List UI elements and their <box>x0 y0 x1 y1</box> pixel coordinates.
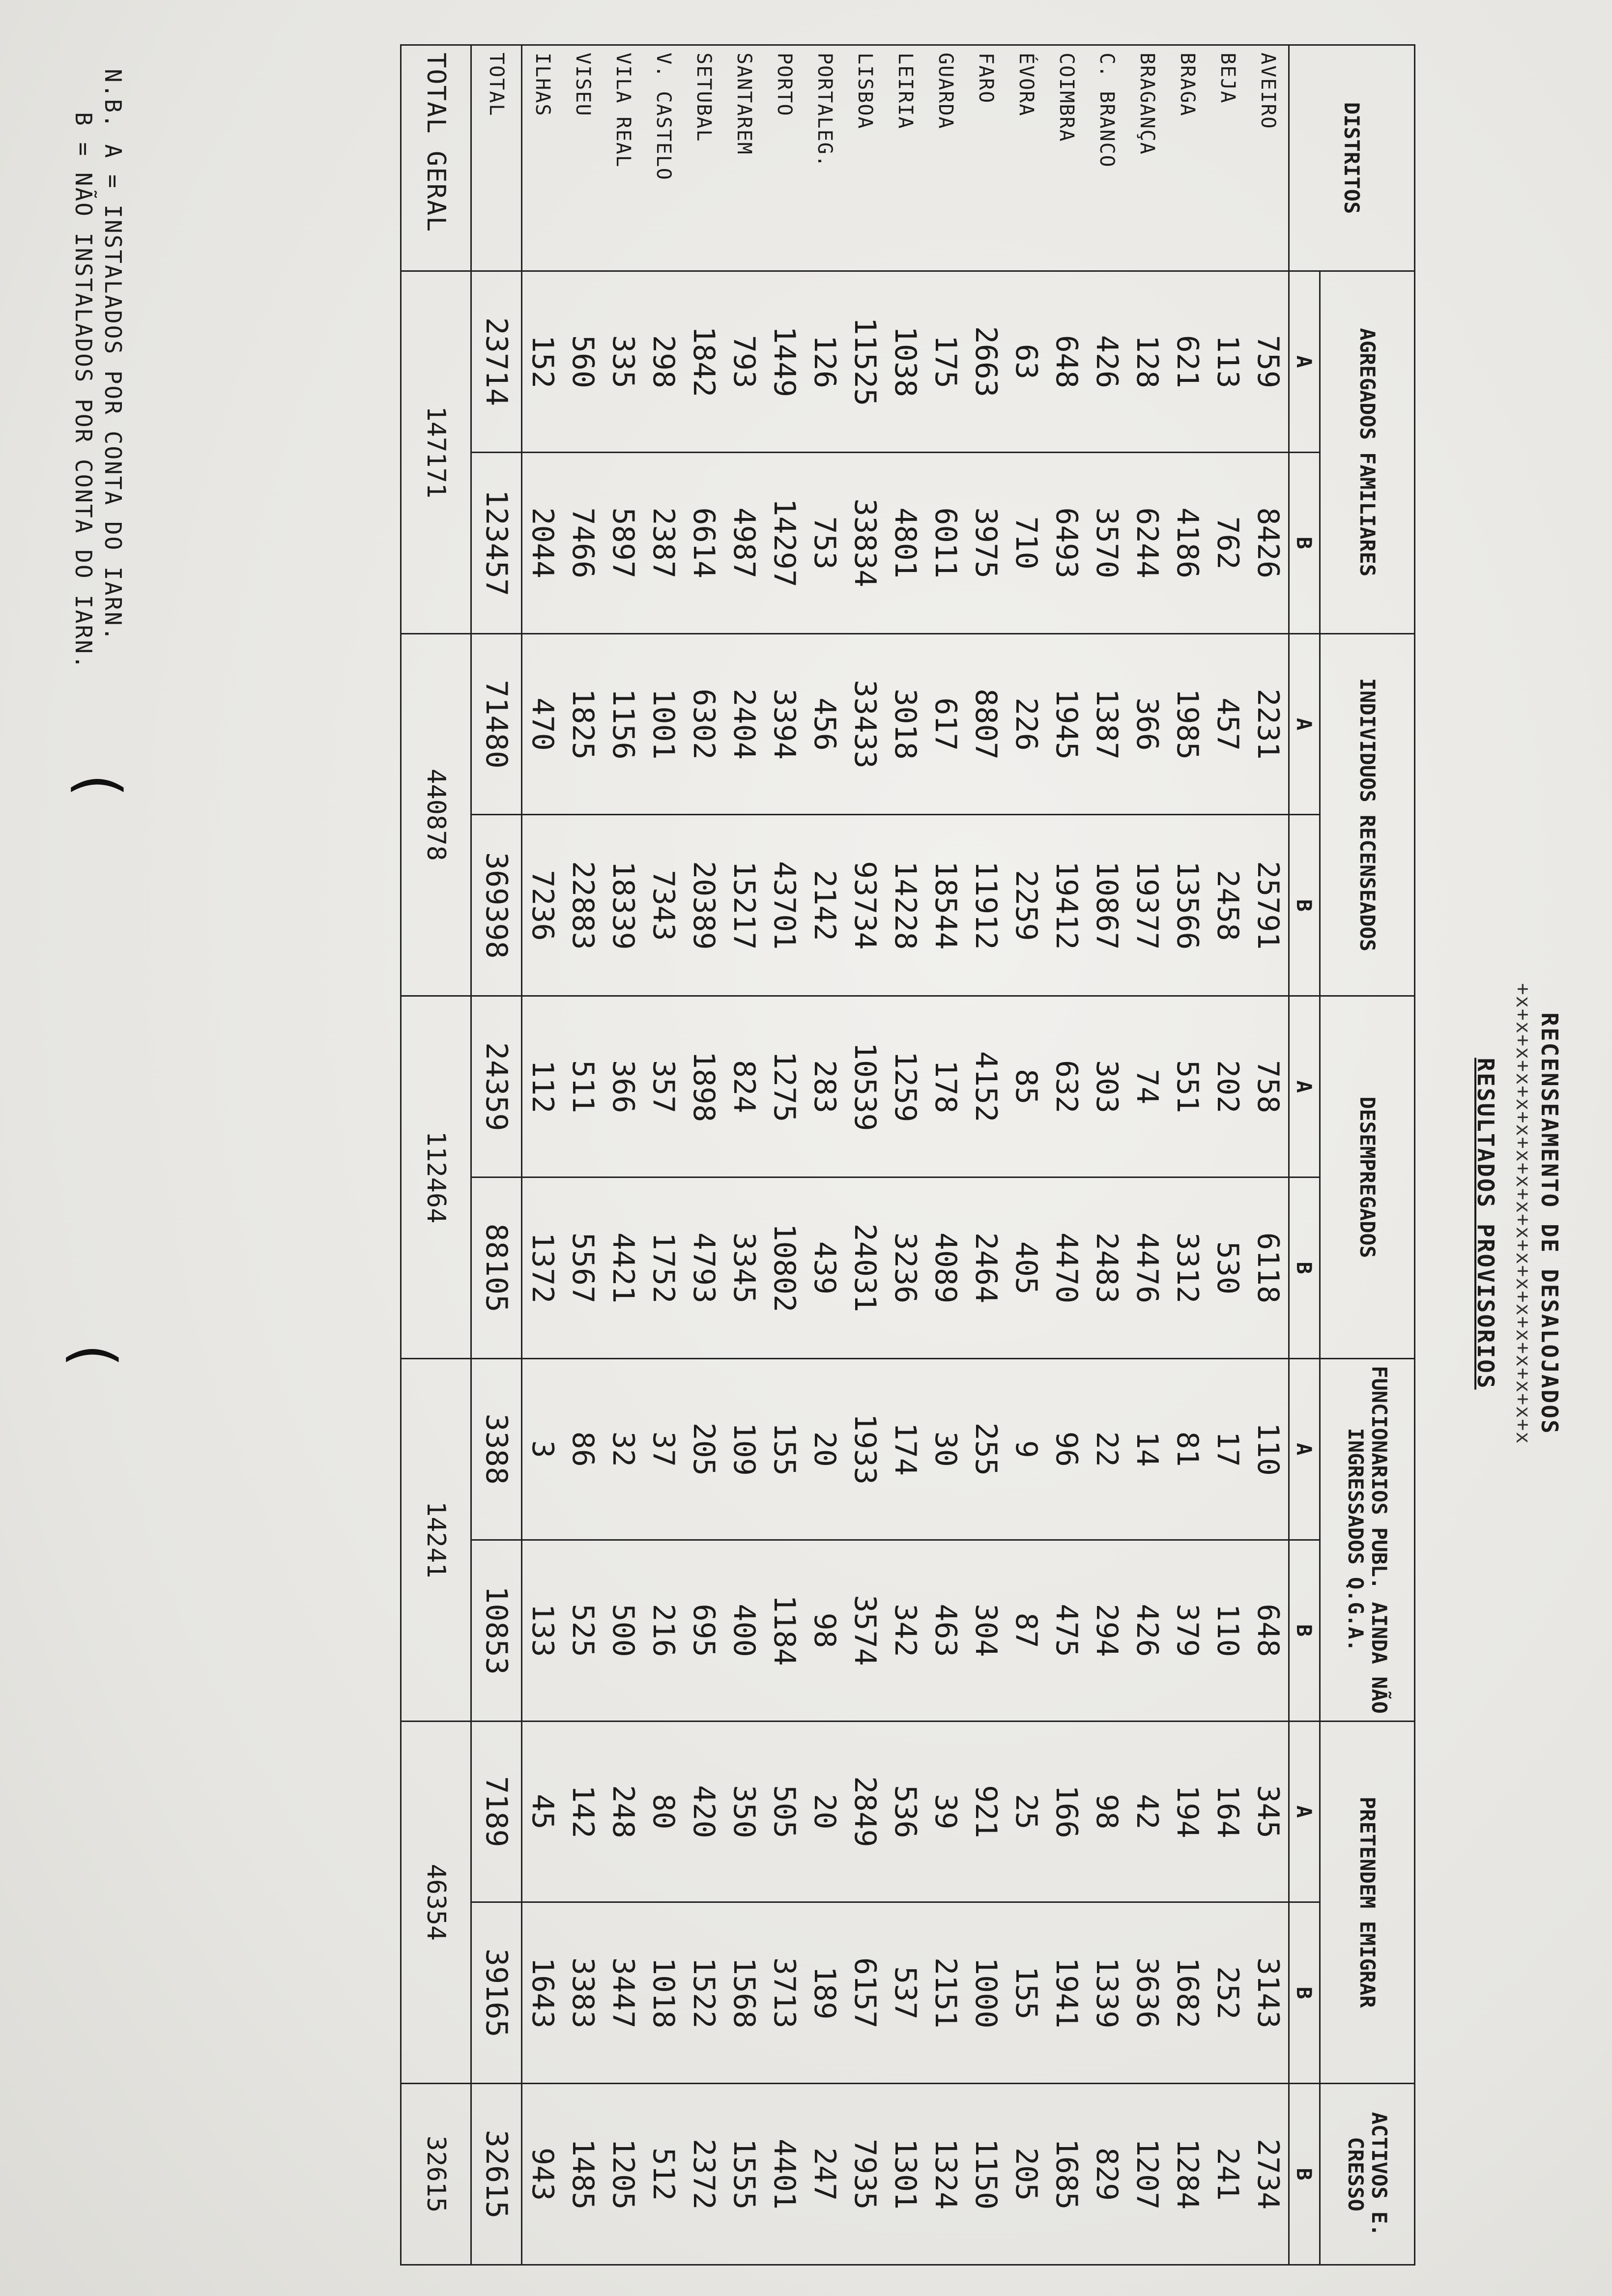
table-cell: 648 <box>1046 271 1087 453</box>
table-cell: 7189 <box>471 1721 522 1902</box>
district-name: FARO <box>966 45 1006 271</box>
district-name: GUARDA <box>925 45 966 271</box>
district-name: SANTAREM <box>724 45 764 271</box>
table-cell: 25 <box>1006 1721 1046 1902</box>
table-cell: 205 <box>1006 2084 1046 2265</box>
table-cell: 155 <box>1006 1902 1046 2084</box>
table-cell: 4470 <box>1046 1177 1087 1359</box>
table-cell: 113 <box>1208 271 1248 453</box>
table-cell: 512 <box>643 2084 684 2265</box>
table-cell: 824 <box>724 996 764 1177</box>
table-cell: 96 <box>1046 1358 1087 1540</box>
table-cell: 1275 <box>764 996 805 1177</box>
table-cell: 405 <box>1006 1177 1046 1359</box>
district-name: ÉVORA <box>1006 45 1046 271</box>
table-cell: 6011 <box>925 452 966 633</box>
table-row <box>1046 45 1087 2265</box>
table-cell: 710 <box>1006 452 1046 633</box>
table-cell: 357 <box>643 996 684 1177</box>
title-decoration: +x+x+x+x+x+x+x+x+x+x+x+x+x+x+x+x+x+x <box>1512 983 1534 1445</box>
table-row <box>1006 45 1046 2265</box>
table-cell: 617 <box>925 633 966 815</box>
table-cell: 1372 <box>522 1177 563 1359</box>
table-cell: 1387 <box>1087 633 1127 815</box>
table-cell: 247 <box>805 2084 845 2265</box>
table-cell: 4987 <box>724 452 764 633</box>
table-cell: 500 <box>603 1540 643 1721</box>
table-cell: 241 <box>1208 2084 1248 2265</box>
table-cell: 33433 <box>845 633 885 815</box>
table-cell: 283 <box>805 996 845 1177</box>
table-cell: 10867 <box>1087 815 1127 996</box>
table-cell: 11525 <box>845 271 885 453</box>
table-cell: 350 <box>724 1721 764 1902</box>
table-cell: 226 <box>1006 633 1046 815</box>
table-cell: 110 <box>1208 1540 1248 1721</box>
table-row <box>724 45 764 2265</box>
table-cell: 20 <box>805 1358 845 1540</box>
table-cell: 6118 <box>1248 1177 1289 1359</box>
table-cell: 366 <box>603 996 643 1177</box>
district-name: SETUBAL <box>684 45 724 271</box>
table-cell: 632 <box>1046 996 1087 1177</box>
table-cell: 2142 <box>805 815 845 996</box>
table-cell: 33834 <box>845 452 885 633</box>
table-row <box>563 45 603 2265</box>
district-name: VISEU <box>563 45 603 271</box>
table-cell: 10802 <box>764 1177 805 1359</box>
table-row <box>925 45 966 2265</box>
table-cell: 14297 <box>764 452 805 633</box>
table-cell: 5567 <box>563 1177 603 1359</box>
table-cell: 3570 <box>1087 452 1127 633</box>
table-cell: 2663 <box>966 271 1006 453</box>
table-cell: 1150 <box>966 2084 1006 2265</box>
table-cell: 85 <box>1006 996 1046 1177</box>
table-cell: 23714 <box>471 271 522 453</box>
table-cell: 560 <box>563 271 603 453</box>
table-cell: 456 <box>805 633 845 815</box>
table-cell: 2404 <box>724 633 764 815</box>
table-row <box>603 45 643 2265</box>
table-cell: 15217 <box>724 815 764 996</box>
table-cell: 1752 <box>643 1177 684 1359</box>
table-cell: 205 <box>684 1358 724 1540</box>
table-cell: 25791 <box>1248 815 1289 996</box>
table-cell: 3447 <box>603 1902 643 2084</box>
table-cell: 298 <box>643 271 684 453</box>
table-cell: 88105 <box>471 1177 522 1359</box>
group-header: FUNCIONARIOS PUBL. AINDA NÃO INGRESSADOS Q.G.A. <box>1320 1358 1415 1721</box>
table-cell: 152 <box>522 271 563 453</box>
district-name: BEJA <box>1208 45 1248 271</box>
table-cell: 2849 <box>845 1721 885 1902</box>
table-cell: 155 <box>764 1358 805 1540</box>
table-cell: 551 <box>1167 996 1208 1177</box>
sub-header-a: A <box>1289 633 1320 815</box>
table-cell: 342 <box>885 1540 925 1721</box>
table-cell: 123457 <box>471 452 522 633</box>
table-cell: 20 <box>805 1721 845 1902</box>
table-cell: 400 <box>724 1540 764 1721</box>
table-cell: 1945 <box>1046 633 1087 815</box>
table-cell: 3713 <box>764 1902 805 2084</box>
table-cell: 1207 <box>1127 2084 1167 2265</box>
table-cell: 112 <box>522 996 563 1177</box>
table-header-groups <box>1320 45 1415 2265</box>
table-row <box>643 45 684 2265</box>
sub-header-a: A <box>1289 996 1320 1177</box>
table-cell: 126 <box>805 271 845 453</box>
table-cell: 762 <box>1208 452 1248 633</box>
table-cell: 202 <box>1208 996 1248 1177</box>
table-cell: 42 <box>1127 1721 1167 1902</box>
table-cell: 37 <box>643 1358 684 1540</box>
footnote-b: B = NÃO INSTALADOS POR CONTA DO IARN. <box>70 112 97 670</box>
grand-total-label: TOTAL GERAL <box>401 45 471 271</box>
table-cell: 3636 <box>1127 1902 1167 2084</box>
table-cell: 511 <box>563 996 603 1177</box>
table-cell: 3 <box>522 1358 563 1540</box>
table-cell: 13566 <box>1167 815 1208 996</box>
table-cell: 32 <box>603 1358 643 1540</box>
table-cell: 379 <box>1167 1540 1208 1721</box>
table-body <box>522 45 1289 2265</box>
table-cell: 174 <box>885 1358 925 1540</box>
grand-total-cell: 440878 <box>401 633 471 996</box>
footnote-a: N.B. A = INSTALADOS POR CONTA DO IARN. <box>100 69 126 642</box>
table-cell: 1825 <box>563 633 603 815</box>
table-cell: 2231 <box>1248 633 1289 815</box>
table-cell: 252 <box>1208 1902 1248 2084</box>
table-cell: 98 <box>1087 1721 1127 1902</box>
sub-header-a: A <box>1289 1721 1320 1902</box>
district-name: C. BRANCO <box>1087 45 1127 271</box>
sub-header-a: A <box>1289 271 1320 453</box>
statistics-table <box>20 44 1415 2266</box>
district-name: V. CASTELO <box>643 45 684 271</box>
table-row <box>1167 45 1208 2265</box>
table-cell: 753 <box>805 452 845 633</box>
table-cell: 71480 <box>471 633 522 815</box>
table-cell: 793 <box>724 271 764 453</box>
district-name: LISBOA <box>845 45 885 271</box>
grand-total-row <box>401 45 471 2265</box>
table-cell: 255 <box>966 1358 1006 1540</box>
table-cell: 248 <box>603 1721 643 1902</box>
table-cell: 2372 <box>684 2084 724 2265</box>
table-cell: 758 <box>1248 996 1289 1177</box>
table-cell: 216 <box>643 1540 684 1721</box>
grand-total-cell: 46354 <box>401 1721 471 2084</box>
table-cell: 5897 <box>603 452 643 633</box>
table-cell: 24359 <box>471 996 522 1177</box>
grand-total-cell: 112464 <box>401 996 471 1359</box>
table-cell: 463 <box>925 1540 966 1721</box>
table-cell: 175 <box>925 271 966 453</box>
table-cell: 4152 <box>966 996 1006 1177</box>
table-cell: 1038 <box>885 271 925 453</box>
district-name: ILHAS <box>522 45 563 271</box>
table-cell: 4793 <box>684 1177 724 1359</box>
group-header: DESEMPREGADOS <box>1320 996 1415 1359</box>
table-cell: 1156 <box>603 633 643 815</box>
district-name: BRAGANÇA <box>1127 45 1167 271</box>
table-cell: 2734 <box>1248 2084 1289 2265</box>
table-cell: 81 <box>1167 1358 1208 1540</box>
table-cell: 14228 <box>885 815 925 996</box>
table-cell: 19377 <box>1127 815 1167 996</box>
table-cell: 369398 <box>471 815 522 996</box>
district-name: COIMBRA <box>1046 45 1087 271</box>
table-cell: 6244 <box>1127 452 1167 633</box>
table-cell: 110 <box>1248 1358 1289 1540</box>
table-cell: 475 <box>1046 1540 1087 1721</box>
table-cell: 3574 <box>845 1540 885 1721</box>
table-cell: 17 <box>1208 1358 1248 1540</box>
table-cell: 621 <box>1167 271 1208 453</box>
table-cell: 6157 <box>845 1902 885 2084</box>
table-cell: 4476 <box>1127 1177 1167 1359</box>
district-name: PORTALEG. <box>805 45 845 271</box>
table-cell: 439 <box>805 1177 845 1359</box>
sub-header-a: A <box>1289 1358 1320 1540</box>
table-cell: 2458 <box>1208 815 1248 996</box>
table-cell: 20389 <box>684 815 724 996</box>
table-cell: 3345 <box>724 1177 764 1359</box>
table-cell: 1568 <box>724 1902 764 2084</box>
table-cell: 4089 <box>925 1177 966 1359</box>
sub-header-b: B <box>1289 452 1320 633</box>
table-cell: 39 <box>925 1721 966 1902</box>
table-cell: 759 <box>1248 271 1289 453</box>
table-cell: 14 <box>1127 1358 1167 1540</box>
sub-header-b: B <box>1289 1177 1320 1359</box>
district-name: AVEIRO <box>1248 45 1289 271</box>
sub-header-b: B <box>1289 1540 1320 1721</box>
table-row <box>966 45 1006 2265</box>
table-cell: 1485 <box>563 2084 603 2265</box>
sub-header-b: B <box>1289 1902 1320 2084</box>
table-cell: 166 <box>1046 1721 1087 1902</box>
table-cell: 1842 <box>684 271 724 453</box>
table-cell: 194 <box>1167 1721 1208 1902</box>
table-cell: 133 <box>522 1540 563 1721</box>
table-cell: 18544 <box>925 815 966 996</box>
table-cell: 335 <box>603 271 643 453</box>
table-cell: 648 <box>1248 1540 1289 1721</box>
table-cell: 2387 <box>643 452 684 633</box>
table-cell: 7466 <box>563 452 603 633</box>
table-cell: 303 <box>1087 996 1127 1177</box>
table-cell: 45 <box>522 1721 563 1902</box>
table-cell: 1018 <box>643 1902 684 2084</box>
table-cell: 3312 <box>1167 1177 1208 1359</box>
table-cell: 1000 <box>966 1902 1006 2084</box>
table-row <box>1087 45 1127 2265</box>
grand-total-cell: 147171 <box>401 271 471 634</box>
pen-mark: ( <box>59 1337 128 1373</box>
district-name: VILA REAL <box>603 45 643 271</box>
table-cell: 8426 <box>1248 452 1289 633</box>
table-cell: 128 <box>1127 271 1167 453</box>
table-cell: 3388 <box>471 1358 522 1540</box>
table-cell: 1898 <box>684 996 724 1177</box>
table-cell: 8807 <box>966 633 1006 815</box>
table-cell: 4801 <box>885 452 925 633</box>
table-cell: 109 <box>724 1358 764 1540</box>
table-cell: 86 <box>563 1358 603 1540</box>
table-row <box>1127 45 1167 2265</box>
grand-total-cell: 14241 <box>401 1358 471 1721</box>
table-cell: 9 <box>1006 1358 1046 1540</box>
table-cell: 943 <box>522 2084 563 2265</box>
table-cell: 1184 <box>764 1540 805 1721</box>
table-cell: 525 <box>563 1540 603 1721</box>
table-cell: 39165 <box>471 1902 522 2084</box>
table-cell: 695 <box>684 1540 724 1721</box>
table-cell: 2464 <box>966 1177 1006 1359</box>
table-cell: 4421 <box>603 1177 643 1359</box>
table-cell: 32615 <box>471 2084 522 2265</box>
table-cell: 829 <box>1087 2084 1127 2265</box>
table-cell: 19412 <box>1046 815 1087 996</box>
table-cell: 6302 <box>684 633 724 815</box>
footnotes <box>69 69 128 670</box>
group-header: PRETENDEM EMIGRAR <box>1320 1721 1415 2084</box>
district-name: LEIRIA <box>885 45 925 271</box>
table-row <box>885 45 925 2265</box>
group-header: ACTIVOS E. CRESSO <box>1320 2084 1415 2265</box>
document-subtitle: RESULTADOS PROVISORIOS <box>1472 1058 1499 1390</box>
table-cell: 6493 <box>1046 452 1087 633</box>
table-cell: 30 <box>925 1358 966 1540</box>
table-cell: 22883 <box>563 815 603 996</box>
table-cell: 420 <box>684 1721 724 1902</box>
table-cell: 74 <box>1127 996 1167 1177</box>
table-cell: 1933 <box>845 1358 885 1540</box>
table-cell: 178 <box>925 996 966 1177</box>
table-cell: 1941 <box>1046 1902 1087 2084</box>
table-cell: 10539 <box>845 996 885 1177</box>
table-cell: 304 <box>966 1540 1006 1721</box>
table-cell: 345 <box>1248 1721 1289 1902</box>
table-row <box>845 45 885 2265</box>
table-cell: 93734 <box>845 815 885 996</box>
table-cell: 1449 <box>764 271 805 453</box>
table-row <box>1248 45 1289 2265</box>
table-cell: 537 <box>885 1902 925 2084</box>
sub-header-b: B <box>1289 815 1320 996</box>
table-cell: 3018 <box>885 633 925 815</box>
table-header-subcolumns <box>1289 45 1320 2265</box>
table-cell: 164 <box>1208 1721 1248 1902</box>
grand-total-cell: 32615 <box>401 2084 471 2265</box>
table-row <box>764 45 805 2265</box>
table-cell: 80 <box>643 1721 684 1902</box>
subtotal-label: TOTAL <box>471 45 522 271</box>
table-cell: 530 <box>1208 1177 1248 1359</box>
table-cell: 24031 <box>845 1177 885 1359</box>
district-name: BRAGA <box>1167 45 1208 271</box>
table-cell: 87 <box>1006 1540 1046 1721</box>
table-cell: 142 <box>563 1721 603 1902</box>
table-cell: 1324 <box>925 2084 966 2265</box>
document-title: RECENSEAMENTO DE DESALOJADOS <box>1536 1012 1563 1435</box>
table-row <box>805 45 845 2265</box>
table-cell: 2259 <box>1006 815 1046 996</box>
table-cell: 426 <box>1087 271 1127 453</box>
table-cell: 294 <box>1087 1540 1127 1721</box>
group-header: AGREGADOS FAMILIARES <box>1320 271 1415 634</box>
table-cell: 1985 <box>1167 633 1208 815</box>
table-cell: 1685 <box>1046 2084 1087 2265</box>
table-cell: 1682 <box>1167 1902 1208 2084</box>
table-cell: 2483 <box>1087 1177 1127 1359</box>
table-cell: 3975 <box>966 452 1006 633</box>
table-cell: 457 <box>1208 633 1248 815</box>
table-cell: 1001 <box>643 633 684 815</box>
table-cell: 43701 <box>764 815 805 996</box>
table-cell: 921 <box>966 1721 1006 1902</box>
table-cell: 11912 <box>966 815 1006 996</box>
table-row <box>1208 45 1248 2265</box>
table-cell: 1522 <box>684 1902 724 2084</box>
group-header: INDIVIDUOS RECENSEADOS <box>1320 633 1415 996</box>
table-cell: 470 <box>522 633 563 815</box>
table-cell: 2151 <box>925 1902 966 2084</box>
table-row <box>684 45 724 2265</box>
table-cell: 1555 <box>724 2084 764 2265</box>
sub-header-b: B <box>1289 2084 1320 2265</box>
table-cell: 1643 <box>522 1902 563 2084</box>
table-cell: 1205 <box>603 2084 643 2265</box>
table-cell: 7236 <box>522 815 563 996</box>
table-cell: 2044 <box>522 452 563 633</box>
table-cell: 3236 <box>885 1177 925 1359</box>
table-cell: 7343 <box>643 815 684 996</box>
table-cell: 18339 <box>603 815 643 996</box>
subtotal-row <box>471 45 522 2265</box>
table-cell: 4401 <box>764 2084 805 2265</box>
table-cell: 22 <box>1087 1358 1127 1540</box>
district-name: PORTO <box>764 45 805 271</box>
table-cell: 189 <box>805 1902 845 2084</box>
table-cell: 1339 <box>1087 1902 1127 2084</box>
table-cell: 505 <box>764 1721 805 1902</box>
table-cell: 536 <box>885 1721 925 1902</box>
table-cell: 3383 <box>563 1902 603 2084</box>
table-cell: 3143 <box>1248 1902 1289 2084</box>
pen-mark: ( <box>64 767 133 803</box>
table-cell: 1259 <box>885 996 925 1177</box>
table-cell: 366 <box>1127 633 1167 815</box>
district-header: DISTRITOS <box>1289 45 1415 271</box>
table-cell: 3394 <box>764 633 805 815</box>
table-cell: 98 <box>805 1540 845 1721</box>
table-cell: 63 <box>1006 271 1046 453</box>
table-cell: 1284 <box>1167 2084 1208 2265</box>
table-row <box>522 45 563 2265</box>
table-cell: 6614 <box>684 452 724 633</box>
table-cell: 1301 <box>885 2084 925 2265</box>
table-cell: 7935 <box>845 2084 885 2265</box>
table-cell: 10853 <box>471 1540 522 1721</box>
table-cell: 4186 <box>1167 452 1208 633</box>
table-cell: 426 <box>1127 1540 1167 1721</box>
